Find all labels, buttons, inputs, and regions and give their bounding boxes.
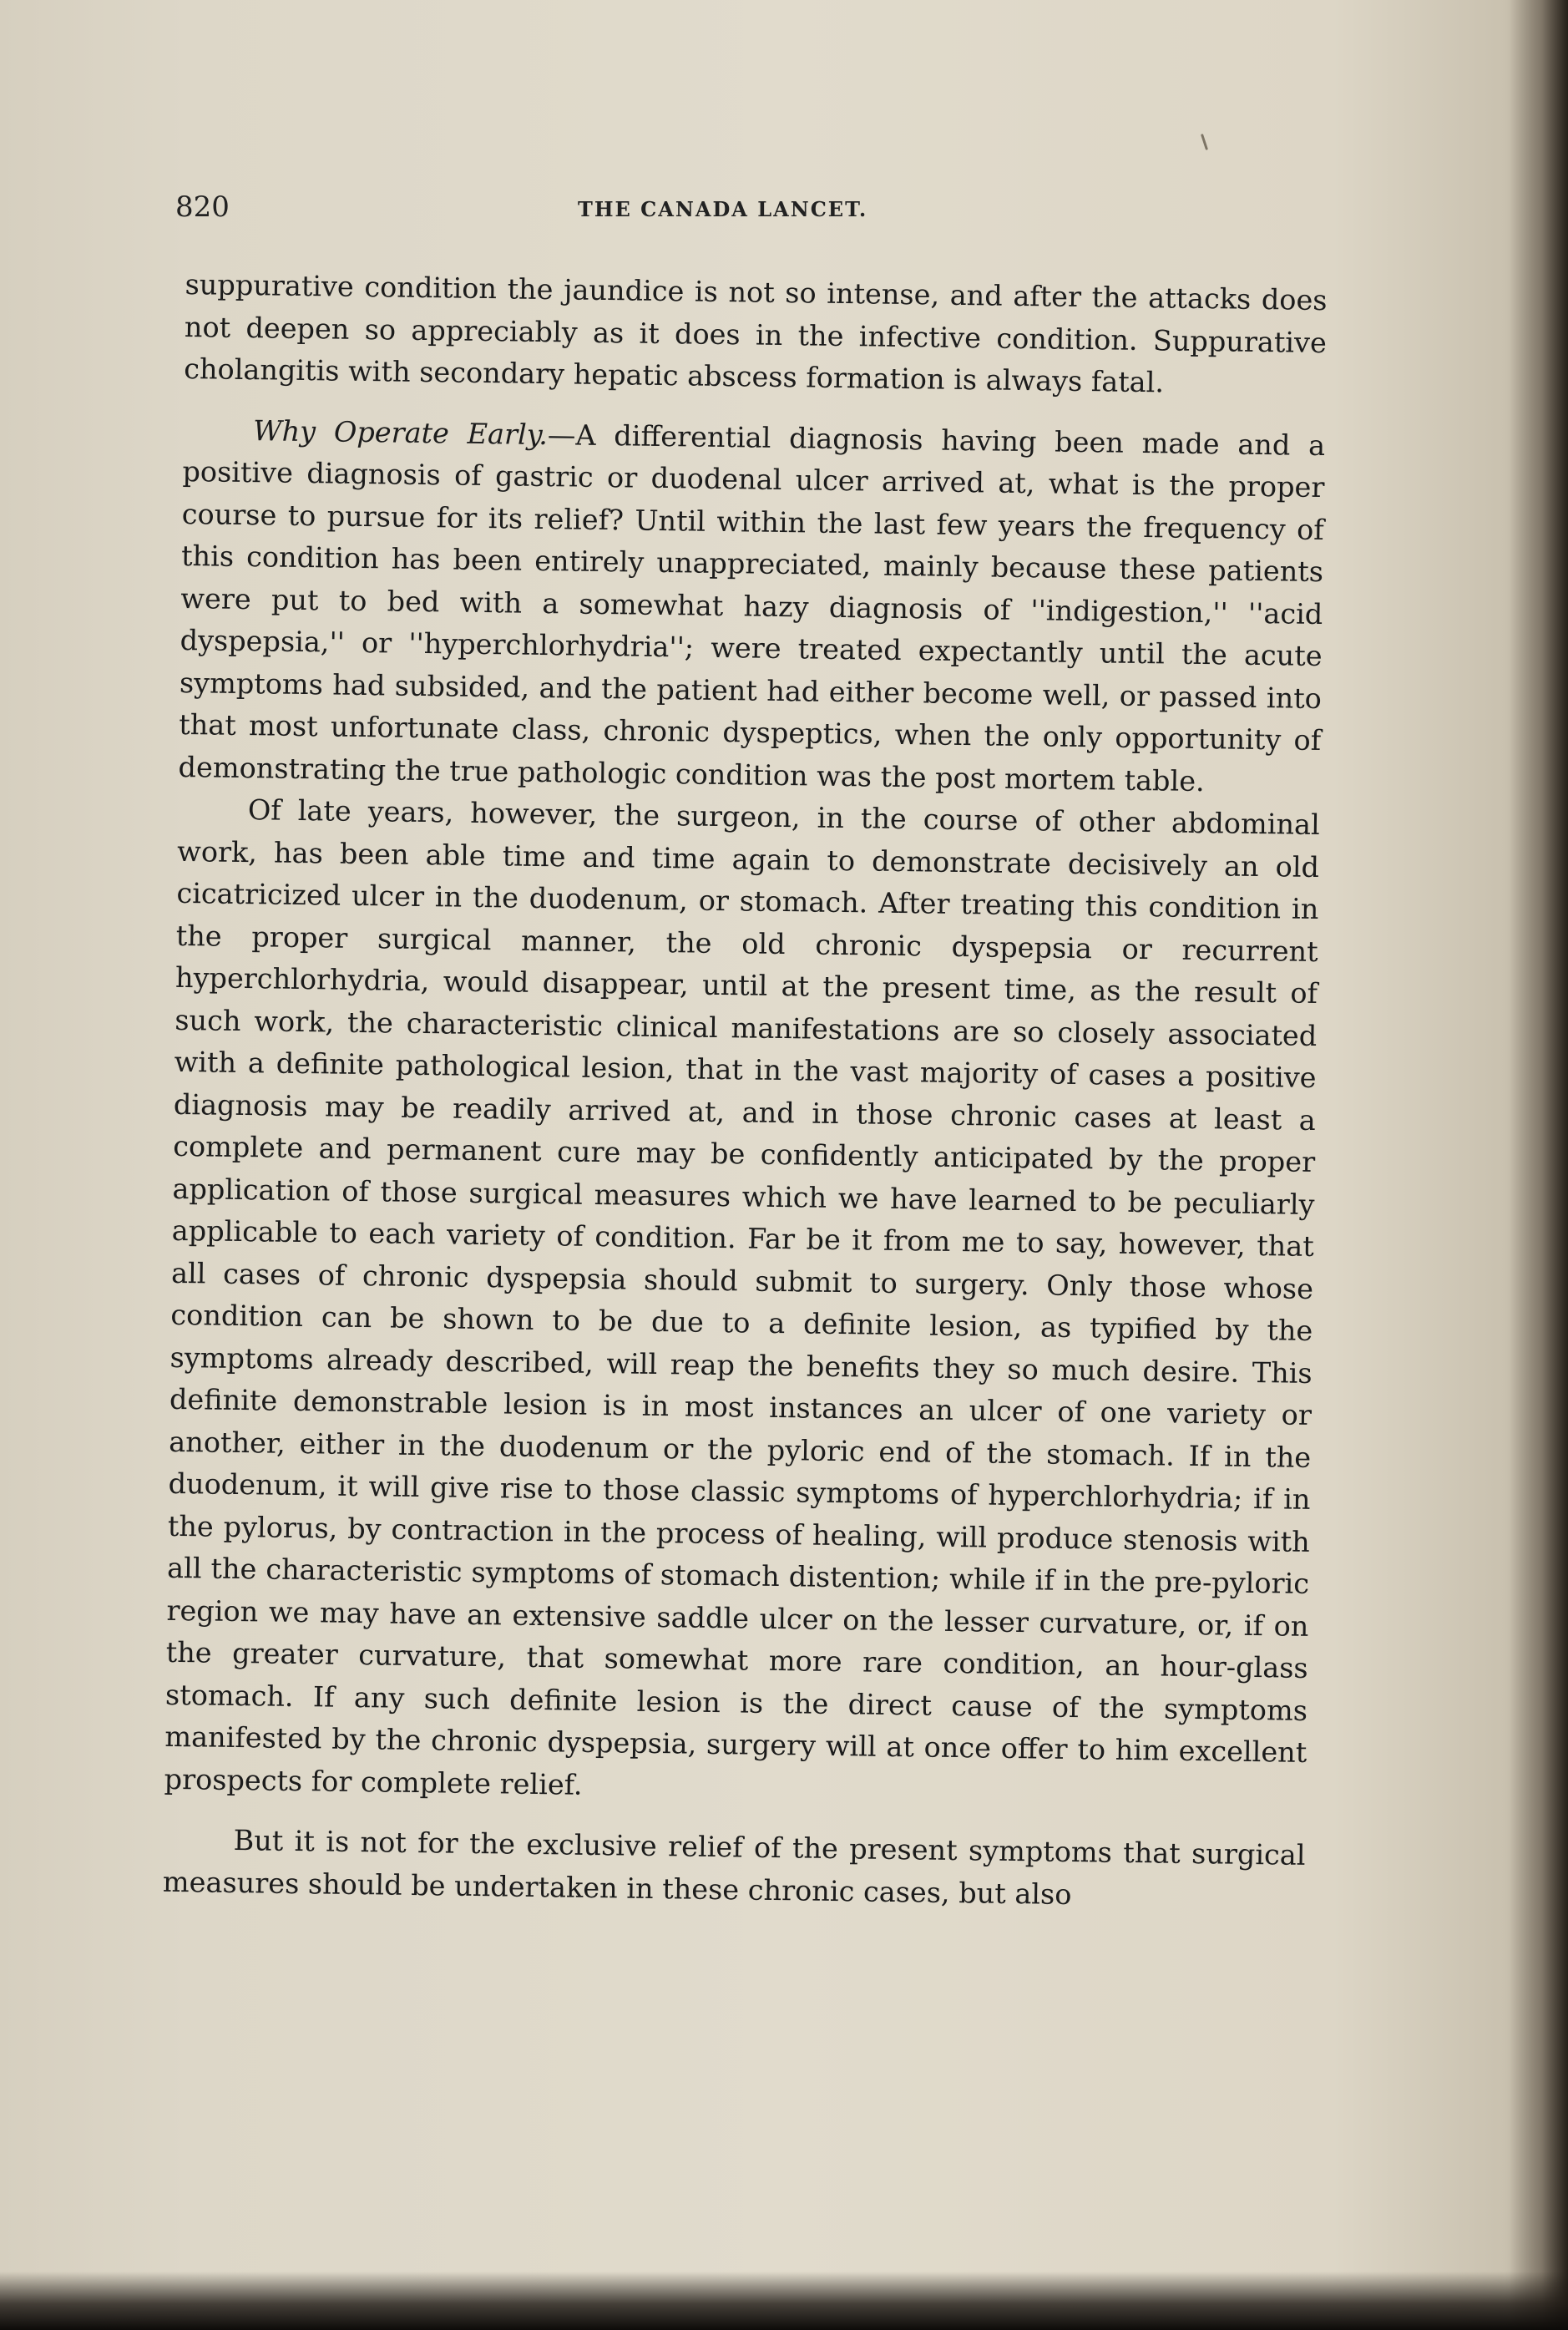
bottom-edge-shadow: [0, 2272, 1568, 2330]
paragraph-3: Of late years, however, the surgeon, in the course of other abdominal work, has been able time and time again to demonstrate decisively an old cicatricized ulcer in the duodenum, or stomach. After treating this condition in the proper surgical manner, the old chronic dyspepsia or recurrent hyperchlorhydria, would disappear, until at the present time, as the result of such work, the characteristic clinical manifestations are so closely associated with a definite pathological lesion, that in the vast majority of cases a positive diagnosis may be readily arrived at, and in those chronic cases at least a complete and permanent cure may be confidently anticipated by the proper application of those surgical measures which we have learned to be peculiarly applicable to each variety of condition. Far be it from me to say, however, that all cases of chronic dyspepsia should submit to surgery. Only those whose condition can be shown to be due to a definite lesion, as typified by the symptoms already described, will reap the benefits they so much desire. This definite demonstrable lesion is in most instances an ulcer of one variety or another, either in the duodenum or the pyloric end of the stomach. If in the duodenum, it will give rise to those classic symptoms of hyperchlorhydria; if in the pylorus, by contraction in the process of healing, will produce stenosis with all the characteristic symptoms of stomach distention; while if in the pre-pyloric region we may have an extensive saddle ulcer on the lesser curvature, or, if on the greater curvature, that somewhat more rare condition, an hour-glass stomach. If any such definite lesion is the direct cause of the symptoms manifested by the chronic dyspepsia, surgery will at once offer to him excellent prospects for complete relief.: [164, 793, 1321, 1801]
paragraph-2: [178, 408, 1325, 804]
paper-blemish: [1201, 134, 1208, 150]
paragraph-2-text: —A differential diagnosis having been made and a positive diagnosis of gastric or duodenal ulcer arrived at, what is the proper course to pursue for its relief? Until within the last few years the frequency of this condition has been entirely unappreciated, mainly because these patients were put to bed with a somewhat hazy diagnosis of ''indigestion,'' ''acid dyspepsia,'' or ''hyperchlorhydria''; were treated expectantly until the acute symptoms had subsided, and the patient had either become well, or passed into that most unfortunate class, chronic dyspeptics, when the only opportunity of demonstrating the true pathologic condition was the post mortem table.: [178, 418, 1326, 798]
body-text: [163, 264, 1328, 1919]
journal-title: THE CANADA LANCET.: [578, 197, 868, 221]
page-number: 820: [175, 190, 230, 224]
book-gutter-shadow: [1510, 0, 1568, 2330]
paragraph-4: But it is not for the exclusive relief of the present symptoms that surgical measures should be undertaken in these chronic cases, but also: [162, 1823, 1306, 1911]
paragraph-1: suppurative condition the jaundice is not so intense, and after the attacks does not deepen so appreciably as it does in the infective condition. Suppurative cholangitis with secondary hepatic abscess formation is always fatal.: [183, 267, 1328, 399]
running-head: [175, 190, 1328, 232]
section-heading: Why Operate Early.: [252, 413, 549, 451]
